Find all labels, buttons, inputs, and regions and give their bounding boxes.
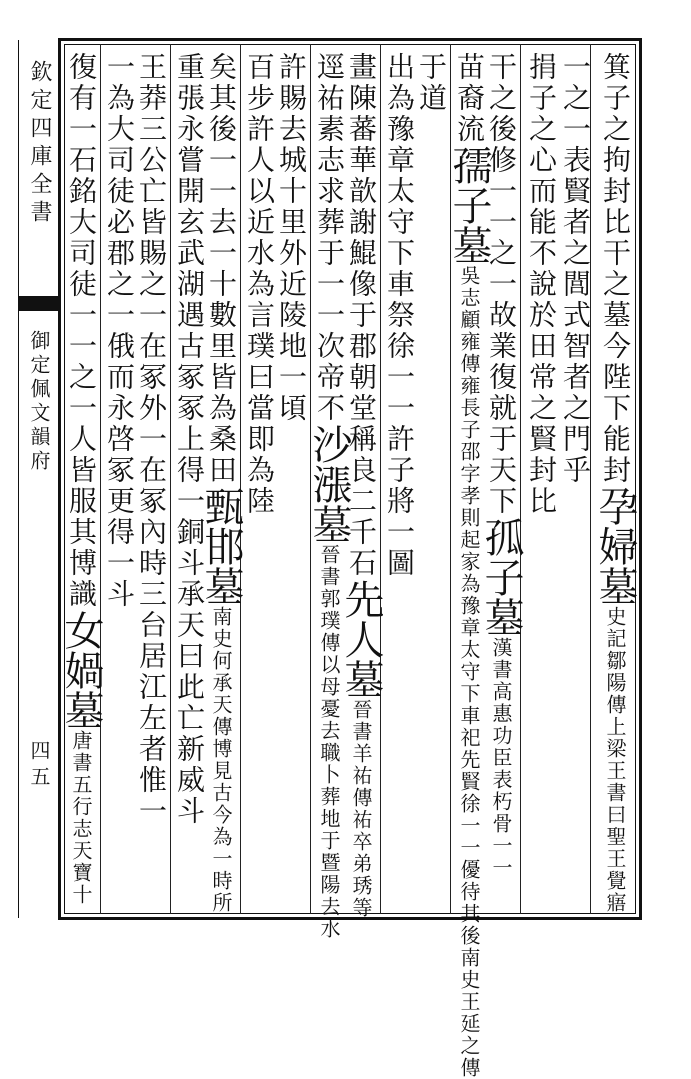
edge-divider	[18, 310, 58, 319]
entry-heading-5: 孺子墓	[446, 145, 492, 265]
text-column-14	[136, 52, 170, 910]
edge-book-title: 欽定四庫全書	[27, 60, 52, 228]
column-rule	[520, 44, 521, 914]
text-column-3	[526, 52, 560, 910]
column-text: 一為大司徒必郡之一俄而永啓冢更得一斗	[103, 52, 136, 610]
column-text: 箕子之拘封比干之墓今陛下能封	[599, 52, 632, 486]
edge-work-title: 御定佩文韻府	[27, 330, 51, 474]
text-column-13	[174, 52, 208, 910]
entry-heading-1: 孕婦墓	[592, 486, 638, 606]
entry-heading-15: 女媧墓	[58, 610, 104, 730]
column-text: 百步許人以近水為言璞曰當即為陸	[243, 52, 276, 517]
entry-heading-9: 沙漲墓	[306, 424, 352, 544]
entry-note-9: 晉書郭璞傳以母憂去職卜葬地于暨陽去水	[317, 544, 341, 940]
column-text: 一之一表賢者之閭式智者之門乎	[559, 52, 592, 486]
column-text: 許賜去城十里外近陵地一頃	[275, 52, 308, 424]
column-text: 畫陳蕃華歆謝鯤像于郡朝堂稱良二千石	[345, 52, 378, 579]
entry-note-3: 漢書高惠功臣表朽骨一一	[489, 637, 513, 879]
text-column-1	[592, 52, 638, 914]
entry-note-11: 南史何承天傳博見古今為一時所	[209, 606, 233, 914]
text-column-9	[306, 52, 352, 940]
text-column-7	[384, 52, 418, 910]
text-column-12	[198, 52, 244, 914]
text-column-11	[244, 52, 278, 910]
column-text: 出為豫章太守下車祭徐一一許子將一圖	[383, 52, 416, 579]
entry-heading-7: 先人墓	[338, 579, 384, 699]
column-text: 干之後修一一之一故業復就于天下	[485, 52, 518, 517]
column-text: 重張永嘗開玄武湖遇古冢冢上得一銅斗承天曰此亡新威斗	[173, 52, 206, 827]
entry-heading-11: 甄邯墓	[198, 486, 244, 606]
edge-black-bar	[18, 296, 58, 310]
text-column-5	[446, 52, 492, 1079]
entry-note-15: 唐書五行志天寶十	[69, 730, 93, 906]
entry-note-5: 吳志顧雍傳雍長子邵字孝則起家為豫章太守下車祀先賢徐一一優待其後南史王延之傳	[457, 265, 481, 1079]
column-text: 逕祐素志求葬于一一次帝不	[313, 52, 346, 424]
entry-heading-3: 孤子墓	[478, 517, 524, 637]
column-text: 于道	[415, 52, 448, 114]
text-column-2	[560, 52, 594, 910]
entry-note-1: 史記鄒陽傳上梁王書曰聖王覺寤	[603, 606, 627, 914]
text-column-16	[58, 52, 104, 910]
text-column-6	[416, 52, 450, 910]
entry-note-7: 晉書羊祐傳祐卒弟琇等	[349, 699, 373, 919]
column-text: 捐子之心而能不說於田常之賢封比	[525, 52, 558, 517]
column-text: 王莽三公亡皆賜之一在冢外一在冢內時三台居江左者惟一	[135, 52, 168, 827]
text-column-10	[276, 52, 310, 910]
text-column-15	[104, 52, 138, 910]
edge-page-number: 四五	[27, 740, 51, 792]
column-text: 苗裔流	[453, 52, 486, 145]
column-text: 復有一石銘大司徒一一之一人皆服其博識	[65, 52, 98, 610]
column-text: 矣其後一一去一十數里皆為桑田	[205, 52, 238, 486]
